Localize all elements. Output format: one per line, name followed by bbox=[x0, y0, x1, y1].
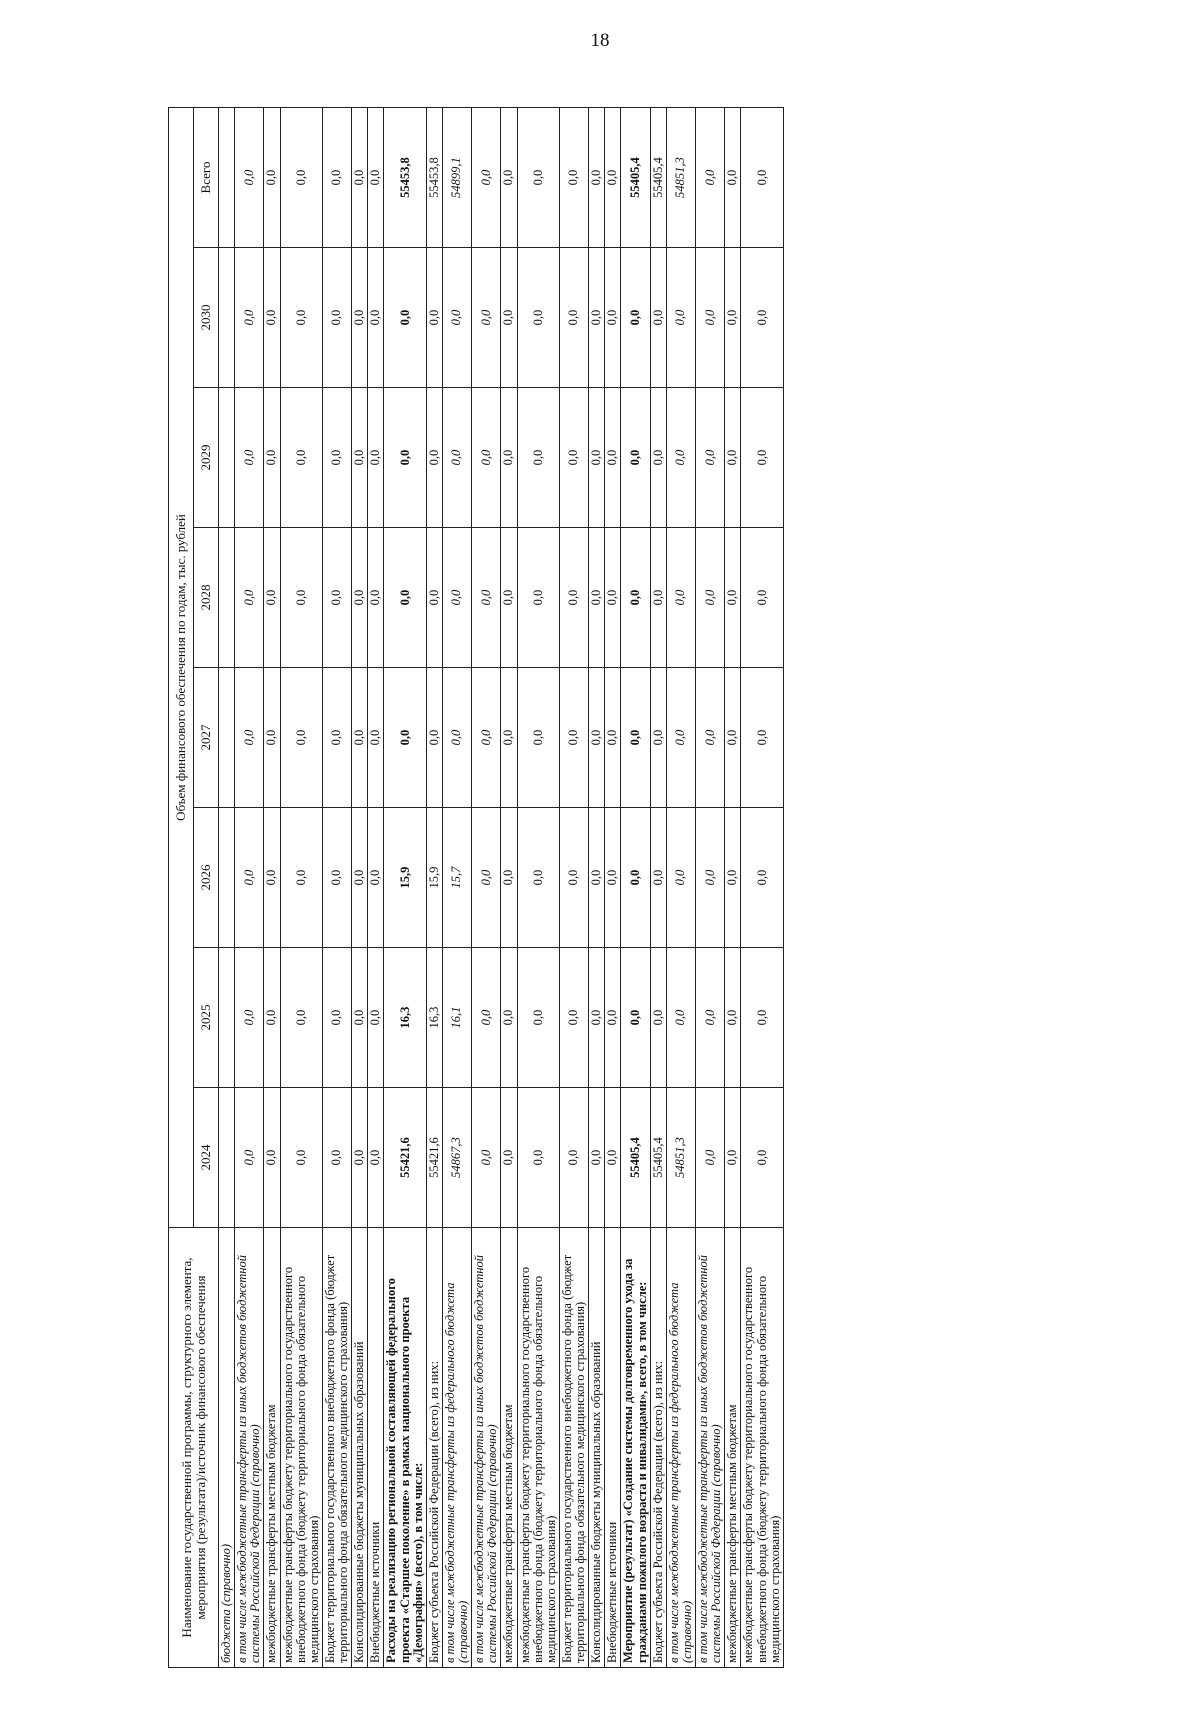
value-cell: 0,0 bbox=[517, 1088, 559, 1228]
value-cell: 0,0 bbox=[650, 528, 666, 668]
total-cell: 0,0 bbox=[472, 107, 501, 247]
value-cell: 0,0 bbox=[235, 388, 264, 528]
value-cell: 0,0 bbox=[650, 808, 666, 948]
table-row bbox=[589, 107, 605, 1667]
table-row bbox=[235, 107, 264, 1667]
value-cell: 0,0 bbox=[621, 248, 650, 388]
value-cell: 0,0 bbox=[322, 248, 351, 388]
value-cell: 55405,4 bbox=[650, 1088, 666, 1228]
value-cell: 0,0 bbox=[696, 668, 725, 808]
value-cell: 0,0 bbox=[650, 668, 666, 808]
value-cell: 0,0 bbox=[517, 528, 559, 668]
table-row bbox=[426, 107, 442, 1667]
value-cell: 0,0 bbox=[666, 248, 695, 388]
table-row bbox=[442, 107, 471, 1667]
value-cell: 0,0 bbox=[472, 248, 501, 388]
value-cell: 0,0 bbox=[621, 808, 650, 948]
value-cell: 0,0 bbox=[235, 248, 264, 388]
value-cell: 0,0 bbox=[741, 948, 783, 1088]
value-cell: 0,0 bbox=[264, 808, 280, 948]
value-cell: 0,0 bbox=[368, 668, 384, 808]
value-cell: 0,0 bbox=[501, 668, 517, 808]
table-row bbox=[264, 107, 280, 1667]
header-year: 2027 bbox=[194, 668, 219, 808]
value-cell: 0,0 bbox=[472, 528, 501, 668]
value-cell bbox=[219, 668, 235, 808]
value-cell: 0,0 bbox=[235, 528, 264, 668]
table-row bbox=[696, 107, 725, 1667]
value-cell: 0,0 bbox=[621, 388, 650, 528]
value-cell: 0,0 bbox=[650, 248, 666, 388]
value-cell: 0,0 bbox=[368, 1088, 384, 1228]
row-label: межбюджетные трансферты местным бюджетам bbox=[264, 1228, 280, 1668]
value-cell: 0,0 bbox=[666, 668, 695, 808]
value-cell: 0,0 bbox=[696, 528, 725, 668]
total-cell: 0,0 bbox=[368, 107, 384, 247]
value-cell: 0,0 bbox=[322, 948, 351, 1088]
total-cell: 0,0 bbox=[352, 107, 368, 247]
value-cell: 0,0 bbox=[426, 248, 442, 388]
row-label: бюджета (справочно) bbox=[219, 1228, 235, 1668]
value-cell: 0,0 bbox=[472, 668, 501, 808]
value-cell bbox=[219, 528, 235, 668]
value-cell: 0,0 bbox=[472, 1088, 501, 1228]
value-cell: 16,1 bbox=[442, 948, 471, 1088]
value-cell: 0,0 bbox=[725, 808, 741, 948]
value-cell: 0,0 bbox=[741, 808, 783, 948]
value-cell: 0,0 bbox=[696, 248, 725, 388]
value-cell: 0,0 bbox=[352, 528, 368, 668]
table-row bbox=[621, 107, 650, 1667]
row-label: Бюджет территориального государственного внебюджетного фонда (бюджет территориального фонда обязательного медицинского страхования) bbox=[559, 1228, 588, 1668]
table-row bbox=[725, 107, 741, 1667]
value-cell: 0,0 bbox=[741, 248, 783, 388]
value-cell: 0,0 bbox=[501, 1088, 517, 1228]
total-cell: 55453,8 bbox=[384, 107, 426, 247]
total-cell: 0,0 bbox=[725, 107, 741, 247]
value-cell: 0,0 bbox=[264, 668, 280, 808]
row-label: межбюджетные трансферты местным бюджетам bbox=[501, 1228, 517, 1668]
value-cell: 0,0 bbox=[352, 388, 368, 528]
table-row bbox=[219, 107, 235, 1667]
value-cell: 0,0 bbox=[264, 248, 280, 388]
value-cell: 0,0 bbox=[442, 668, 471, 808]
header-year: 2026 bbox=[194, 808, 219, 948]
rotated-table-container bbox=[168, 108, 1038, 1668]
value-cell: 0,0 bbox=[589, 248, 605, 388]
value-cell: 0,0 bbox=[264, 528, 280, 668]
value-cell: 0,0 bbox=[322, 1088, 351, 1228]
value-cell: 0,0 bbox=[559, 1088, 588, 1228]
table-body bbox=[219, 107, 784, 1667]
value-cell: 0,0 bbox=[605, 248, 621, 388]
value-cell: 54851,3 bbox=[666, 1088, 695, 1228]
value-cell: 0,0 bbox=[605, 808, 621, 948]
value-cell: 0,0 bbox=[322, 388, 351, 528]
table-row bbox=[666, 107, 695, 1667]
value-cell: 0,0 bbox=[741, 1088, 783, 1228]
value-cell: 0,0 bbox=[352, 248, 368, 388]
value-cell: 0,0 bbox=[501, 808, 517, 948]
value-cell bbox=[219, 1088, 235, 1228]
value-cell: 0,0 bbox=[559, 388, 588, 528]
value-cell: 0,0 bbox=[384, 528, 426, 668]
value-cell: 0,0 bbox=[368, 388, 384, 528]
value-cell: 0,0 bbox=[280, 808, 322, 948]
total-cell: 0,0 bbox=[589, 107, 605, 247]
value-cell: 0,0 bbox=[666, 948, 695, 1088]
value-cell: 0,0 bbox=[725, 948, 741, 1088]
row-label: межбюджетные трансферты бюджету территориального государственного внебюджетного фонда (бюджету территориального фонда обязательного медицинского страхования) bbox=[517, 1228, 559, 1668]
header-year: 2024 bbox=[194, 1088, 219, 1228]
total-cell: 54899,1 bbox=[442, 107, 471, 247]
value-cell: 55421,6 bbox=[426, 1088, 442, 1228]
value-cell: 0,0 bbox=[280, 1088, 322, 1228]
value-cell: 0,0 bbox=[426, 528, 442, 668]
value-cell: 0,0 bbox=[650, 388, 666, 528]
table-row bbox=[559, 107, 588, 1667]
value-cell: 0,0 bbox=[696, 808, 725, 948]
value-cell: 0,0 bbox=[368, 248, 384, 388]
table-row bbox=[322, 107, 351, 1667]
value-cell: 0,0 bbox=[621, 668, 650, 808]
value-cell: 0,0 bbox=[352, 1088, 368, 1228]
value-cell: 0,0 bbox=[589, 388, 605, 528]
value-cell: 0,0 bbox=[725, 248, 741, 388]
table-row bbox=[472, 107, 501, 1667]
value-cell: 0,0 bbox=[605, 948, 621, 1088]
total-cell: 0,0 bbox=[605, 107, 621, 247]
value-cell: 0,0 bbox=[322, 668, 351, 808]
table-row bbox=[384, 107, 426, 1667]
value-cell: 0,0 bbox=[264, 388, 280, 528]
value-cell: 0,0 bbox=[725, 668, 741, 808]
table-row bbox=[368, 107, 384, 1667]
value-cell: 0,0 bbox=[352, 948, 368, 1088]
value-cell: 0,0 bbox=[384, 388, 426, 528]
table-row bbox=[605, 107, 621, 1667]
value-cell: 15,7 bbox=[442, 808, 471, 948]
value-cell: 0,0 bbox=[559, 948, 588, 1088]
row-label: Бюджет территориального государственного внебюджетного фонда (бюджет территориального фонда обязательного медицинского страхования) bbox=[322, 1228, 351, 1668]
value-cell: 0,0 bbox=[559, 668, 588, 808]
value-cell: 0,0 bbox=[589, 948, 605, 1088]
value-cell: 0,0 bbox=[696, 1088, 725, 1228]
value-cell: 16,3 bbox=[384, 948, 426, 1088]
value-cell: 0,0 bbox=[472, 948, 501, 1088]
row-label: в том числе межбюджетные трансферты из иных бюджетов бюджетной системы Российской Федерации (справочно) bbox=[472, 1228, 501, 1668]
value-cell: 0,0 bbox=[741, 668, 783, 808]
row-label: Внебюджетные источники bbox=[368, 1228, 384, 1668]
value-cell: 55405,4 bbox=[621, 1088, 650, 1228]
value-cell: 0,0 bbox=[264, 1088, 280, 1228]
value-cell: 0,0 bbox=[280, 668, 322, 808]
total-cell: 0,0 bbox=[517, 107, 559, 247]
row-label: Расходы на реализацию региональной составляющей федерального проекта «Старшее поколение» в рамках национального проекта «Демография» (всего), в том числе: bbox=[384, 1228, 426, 1668]
value-cell: 0,0 bbox=[605, 388, 621, 528]
value-cell: 55421,6 bbox=[384, 1088, 426, 1228]
value-cell: 0,0 bbox=[322, 528, 351, 668]
value-cell: 0,0 bbox=[559, 528, 588, 668]
value-cell bbox=[219, 248, 235, 388]
row-label: Бюджет субъекта Российской Федерации (всего), из них: bbox=[650, 1228, 666, 1668]
total-cell: 54851,3 bbox=[666, 107, 695, 247]
value-cell: 0,0 bbox=[621, 528, 650, 668]
value-cell: 0,0 bbox=[605, 528, 621, 668]
total-cell: 55405,4 bbox=[621, 107, 650, 247]
value-cell: 0,0 bbox=[501, 948, 517, 1088]
value-cell: 0,0 bbox=[442, 388, 471, 528]
value-cell: 0,0 bbox=[426, 668, 442, 808]
total-cell: 0,0 bbox=[322, 107, 351, 247]
row-label: в том числе межбюджетные трансферты из иных бюджетов бюджетной системы Российской Федерации (справочно) bbox=[696, 1228, 725, 1668]
value-cell: 0,0 bbox=[696, 388, 725, 528]
row-label: в том числе межбюджетные трансферты из федерального бюджета (справочно) bbox=[666, 1228, 695, 1668]
header-total: Всего bbox=[194, 107, 219, 247]
value-cell: 0,0 bbox=[280, 388, 322, 528]
value-cell bbox=[219, 948, 235, 1088]
value-cell: 0,0 bbox=[589, 1088, 605, 1228]
value-cell: 0,0 bbox=[666, 388, 695, 528]
table-row bbox=[741, 107, 783, 1667]
row-label: Бюджет субъекта Российской Федерации (всего), из них: bbox=[426, 1228, 442, 1668]
total-cell: 0,0 bbox=[501, 107, 517, 247]
value-cell: 0,0 bbox=[559, 808, 588, 948]
value-cell: 16,3 bbox=[426, 948, 442, 1088]
row-label: Внебюджетные источники bbox=[605, 1228, 621, 1668]
value-cell: 0,0 bbox=[725, 1088, 741, 1228]
table-row bbox=[650, 107, 666, 1667]
value-cell: 0,0 bbox=[235, 1088, 264, 1228]
value-cell: 0,0 bbox=[621, 948, 650, 1088]
table-row bbox=[501, 107, 517, 1667]
value-cell: 0,0 bbox=[589, 668, 605, 808]
value-cell: 0,0 bbox=[517, 388, 559, 528]
row-label: межбюджетные трансферты местным бюджетам bbox=[725, 1228, 741, 1668]
header-year: 2030 bbox=[194, 248, 219, 388]
value-cell: 0,0 bbox=[501, 248, 517, 388]
header-name-column: Наименование государственной программы, структурного элемента, мероприятия (результата)/источник финансового обеспечения bbox=[169, 1228, 219, 1668]
row-label: Мероприятие (результат) «Создание системы долговременного ухода за гражданами пожилого возраста и инвалидами», всего, в том числе: bbox=[621, 1228, 650, 1668]
header-year: 2029 bbox=[194, 388, 219, 528]
value-cell: 0,0 bbox=[472, 388, 501, 528]
header-year: 2028 bbox=[194, 528, 219, 668]
value-cell: 0,0 bbox=[666, 528, 695, 668]
value-cell: 0,0 bbox=[280, 948, 322, 1088]
value-cell: 0,0 bbox=[352, 668, 368, 808]
value-cell: 0,0 bbox=[501, 388, 517, 528]
table-row bbox=[517, 107, 559, 1667]
row-label: Консолидированные бюджеты муниципальных образований bbox=[352, 1228, 368, 1668]
row-label: межбюджетные трансферты бюджету территориального государственного внебюджетного фонда (бюджету территориального фонда обязательного медицинского страхования) bbox=[741, 1228, 783, 1668]
row-label: межбюджетные трансферты бюджету территориального государственного внебюджетного фонда (бюджету территориального фонда обязательного медицинского страхования) bbox=[280, 1228, 322, 1668]
row-label: в том числе межбюджетные трансферты из федерального бюджета (справочно) bbox=[442, 1228, 471, 1668]
page-number: 18 bbox=[590, 30, 610, 51]
value-cell: 0,0 bbox=[472, 808, 501, 948]
value-cell: 54867,3 bbox=[442, 1088, 471, 1228]
table-row bbox=[352, 107, 368, 1667]
value-cell: 0,0 bbox=[235, 948, 264, 1088]
value-cell: 0,0 bbox=[322, 808, 351, 948]
value-cell: 0,0 bbox=[605, 668, 621, 808]
total-cell: 0,0 bbox=[696, 107, 725, 247]
value-cell: 0,0 bbox=[725, 528, 741, 668]
value-cell: 0,0 bbox=[741, 388, 783, 528]
value-cell: 0,0 bbox=[235, 668, 264, 808]
value-cell: 0,0 bbox=[368, 948, 384, 1088]
total-cell: 0,0 bbox=[235, 107, 264, 247]
financing-table bbox=[168, 107, 784, 1668]
value-cell: 0,0 bbox=[605, 1088, 621, 1228]
value-cell: 0,0 bbox=[384, 668, 426, 808]
total-cell: 0,0 bbox=[559, 107, 588, 247]
value-cell: 15,9 bbox=[384, 808, 426, 948]
total-cell: 0,0 bbox=[280, 107, 322, 247]
value-cell: 0,0 bbox=[352, 808, 368, 948]
value-cell: 0,0 bbox=[384, 248, 426, 388]
value-cell: 0,0 bbox=[725, 388, 741, 528]
value-cell: 0,0 bbox=[442, 248, 471, 388]
row-label: в том числе межбюджетные трансферты из иных бюджетов бюджетной системы Российской Федерации (справочно) bbox=[235, 1228, 264, 1668]
value-cell: 0,0 bbox=[517, 808, 559, 948]
header-year: 2025 bbox=[194, 948, 219, 1088]
value-cell: 0,0 bbox=[426, 388, 442, 528]
value-cell: 0,0 bbox=[368, 808, 384, 948]
value-cell: 0,0 bbox=[501, 528, 517, 668]
value-cell: 0,0 bbox=[517, 248, 559, 388]
value-cell: 0,0 bbox=[666, 808, 695, 948]
value-cell: 0,0 bbox=[368, 528, 384, 668]
value-cell: 0,0 bbox=[589, 528, 605, 668]
value-cell: 0,0 bbox=[650, 948, 666, 1088]
table-row bbox=[280, 107, 322, 1667]
row-label: Консолидированные бюджеты муниципальных образований bbox=[589, 1228, 605, 1668]
value-cell: 0,0 bbox=[280, 528, 322, 668]
value-cell: 0,0 bbox=[235, 808, 264, 948]
value-cell: 0,0 bbox=[741, 528, 783, 668]
header-financing-group: Объем финансового обеспечения по годам, тыс. рублей bbox=[169, 107, 194, 1227]
value-cell bbox=[219, 808, 235, 948]
value-cell: 0,0 bbox=[559, 248, 588, 388]
total-cell: 0,0 bbox=[264, 107, 280, 247]
value-cell: 0,0 bbox=[517, 948, 559, 1088]
total-cell: 0,0 bbox=[741, 107, 783, 247]
value-cell: 0,0 bbox=[589, 808, 605, 948]
total-cell: 55405,4 bbox=[650, 107, 666, 247]
value-cell: 15,9 bbox=[426, 808, 442, 948]
value-cell: 0,0 bbox=[264, 948, 280, 1088]
value-cell: 0,0 bbox=[442, 528, 471, 668]
value-cell: 0,0 bbox=[517, 668, 559, 808]
total-cell: 55453,8 bbox=[426, 107, 442, 247]
total-cell bbox=[219, 107, 235, 247]
value-cell: 0,0 bbox=[696, 948, 725, 1088]
value-cell bbox=[219, 388, 235, 528]
value-cell: 0,0 bbox=[280, 248, 322, 388]
